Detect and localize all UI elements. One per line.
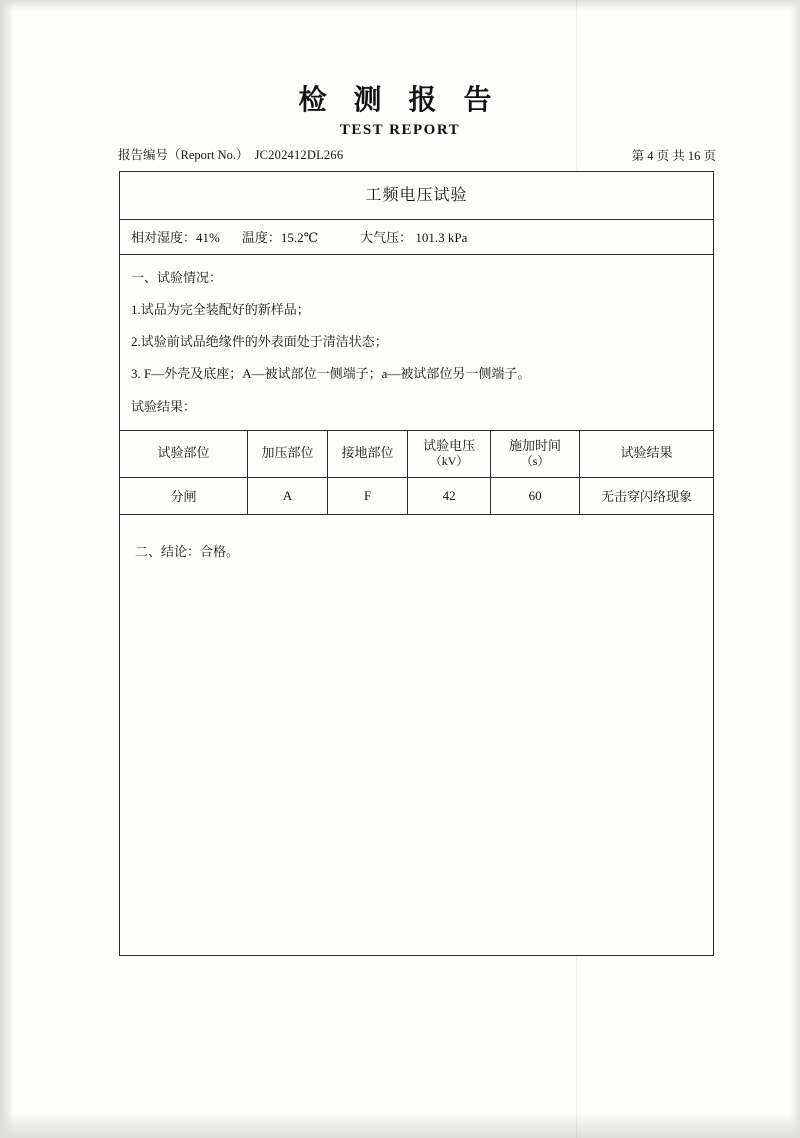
column-header-applied-main: 加压部位	[261, 445, 314, 461]
cell-voltage: 42	[408, 477, 491, 514]
document-title-en: TEST REPORT	[339, 122, 461, 138]
cell-duration: 60	[491, 477, 580, 514]
pressure-value: 大气压： 101.3 kPa	[360, 230, 468, 245]
column-header-duration-unit: （s）	[520, 454, 550, 469]
conclusion-text: 二、结论：合格。	[135, 543, 240, 559]
conditions-heading: 一、试验情况：	[131, 270, 223, 285]
humidity-value: 相对湿度：41%	[131, 230, 220, 245]
cell-ground: F	[328, 477, 408, 514]
scan-edge-right	[790, 0, 800, 1138]
scan-edge-top	[0, 0, 800, 10]
scan-edge-left	[0, 0, 14, 1138]
temperature-value: 温度：15.2℃	[241, 230, 319, 245]
column-header-duration	[491, 430, 580, 477]
environment-row	[120, 220, 713, 255]
test-body	[120, 268, 713, 560]
cell-applied: A	[247, 477, 327, 514]
table-row	[120, 477, 713, 514]
column-header-ground-main: 接地部位	[341, 445, 394, 461]
condition-item-1: 1.试品为完全装配好的新样品；	[131, 302, 310, 318]
column-header-position	[120, 430, 247, 477]
column-header-voltage-unit: （kV）	[429, 454, 469, 469]
table-header-row	[120, 430, 713, 477]
column-header-applied	[247, 430, 327, 477]
test-section-frame	[119, 171, 714, 956]
condition-item-3: 3. F—外壳及底座；A—被试部位一侧端子；a—被试部位另一侧端子。	[131, 366, 531, 382]
report-number	[118, 145, 343, 163]
report-number-label: 报告编号（Report No.）	[118, 148, 249, 162]
column-header-result	[580, 430, 713, 477]
column-header-result-main: 试验结果	[620, 445, 673, 461]
results-table	[120, 430, 713, 515]
column-header-position-main: 试验部位	[157, 445, 210, 461]
section-title: 工频电压试验	[120, 172, 713, 220]
column-header-duration-main: 施加时间	[509, 437, 562, 453]
document-title-cn: 检 测 报 告	[298, 85, 502, 116]
column-header-voltage	[408, 430, 491, 477]
column-header-voltage-main: 试验电压	[423, 437, 476, 453]
scan-edge-bottom	[0, 1112, 800, 1138]
results-heading: 试验结果：	[131, 398, 197, 414]
page-indicator: 第 4 页 共 16 页	[631, 149, 716, 163]
report-number-value: JC202412DL266	[254, 148, 344, 162]
column-header-ground	[328, 430, 408, 477]
cell-position: 分闸	[120, 477, 247, 514]
condition-item-2: 2.试验前试品绝缘件的外表面处于清洁状态；	[131, 334, 388, 350]
cell-result: 无击穿闪络现象	[580, 477, 713, 514]
